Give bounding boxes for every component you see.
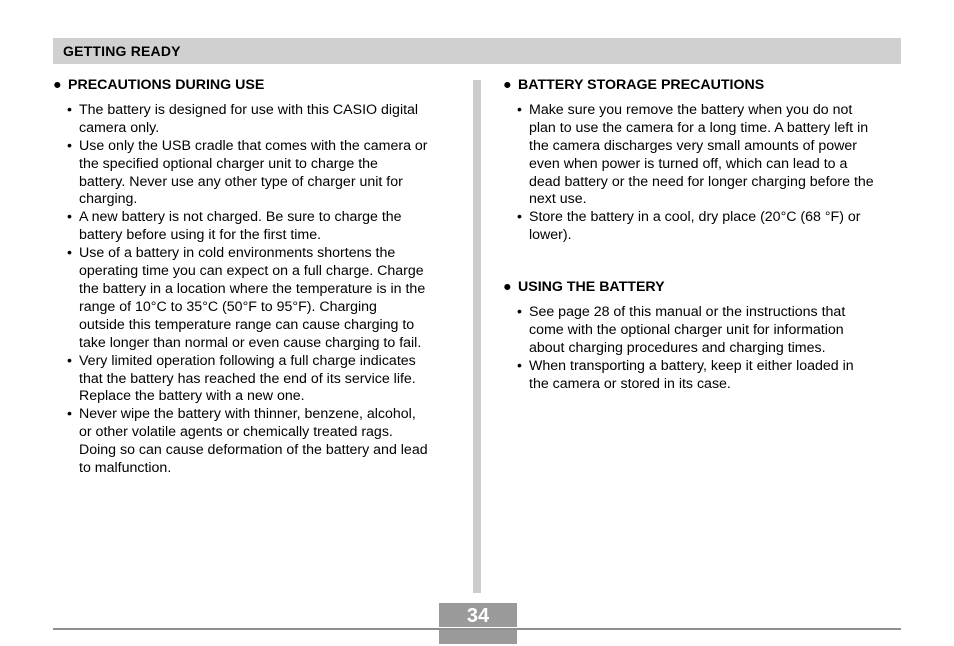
list-item-line: Use only the USB cradle that comes with the camera or: [79, 137, 428, 154]
list-item-line: battery. Never use any other type of charger unit for: [79, 173, 403, 190]
list-item-line: charging.: [79, 191, 138, 208]
list-item: [503, 209, 903, 245]
list-item-line: operating time you can expect on a full charge. Charge: [79, 263, 424, 280]
list-item-line: A new battery is not charged. Be sure to charge the: [79, 209, 402, 226]
heading-bullet-icon: ●: [53, 77, 62, 93]
list-item: [53, 209, 458, 245]
page-number-tab: [439, 630, 517, 644]
bullet-icon: •: [517, 304, 522, 321]
list-item-line: Doing so can cause deformation of the battery and lead: [79, 442, 428, 459]
list-item-line: that the battery has reached the end of its service life.: [79, 370, 416, 387]
list-item: [53, 245, 458, 352]
list-item-line: to malfunction.: [79, 460, 172, 477]
list-item: [503, 358, 903, 394]
bullet-icon: •: [67, 406, 72, 423]
section-heading-precautions: [53, 77, 458, 95]
heading-text: BATTERY STORAGE PRECAUTIONS: [518, 77, 765, 93]
list-item-line: take longer than normal or even cause charging to fail.: [79, 334, 422, 351]
list-item-line: plan to use the camera for a long time. A battery left in: [529, 119, 869, 136]
heading-bullet-icon: ●: [503, 77, 512, 93]
section-heading-storage: [503, 77, 903, 95]
heading-bullet-icon: ●: [503, 279, 512, 296]
list-item-line: Store the battery in a cool, dry place (20°C (68 °F) or: [529, 209, 861, 226]
list-item: [53, 406, 458, 478]
list-item-line: dead battery or the need for longer charging before the: [529, 173, 874, 190]
list-item: [53, 138, 458, 210]
bullet-icon: •: [67, 101, 72, 118]
using-list: [503, 304, 903, 394]
bullet-icon: •: [67, 209, 72, 226]
section-spacer: [503, 245, 903, 279]
list-item-line: See page 28 of this manual or the instructions that: [529, 304, 846, 321]
list-item-line: the camera or stored in its case.: [529, 375, 731, 392]
list-item-line: Never wipe the battery with thinner, benzene, alcohol,: [79, 406, 416, 423]
list-item-line: outside this temperature range can cause charging to: [79, 316, 415, 333]
list-item: [53, 102, 458, 138]
header-bar: [53, 38, 901, 64]
heading-text: PRECAUTIONS DURING USE: [68, 77, 265, 93]
list-item-line: the specified optional charger unit to charge the: [79, 155, 378, 172]
list-item-line: lower).: [529, 227, 572, 244]
list-item-line: Make sure you remove the battery when you do not: [529, 101, 853, 118]
column-divider: [473, 80, 481, 593]
list-item-line: even when power is turned off, which can lead to a: [529, 155, 848, 172]
storage-list: [503, 102, 903, 245]
section-heading-using: [503, 279, 903, 297]
section-title: GETTING READY: [63, 43, 181, 59]
list-item-line: Very limited operation following a full charge indicates: [79, 352, 416, 369]
bullet-icon: •: [517, 357, 522, 374]
list-item: [503, 304, 903, 358]
list-item-line: the camera discharges very small amounts of power: [529, 137, 858, 154]
page-number: 34: [439, 603, 517, 627]
bullet-icon: •: [517, 101, 522, 118]
list-item-line: the battery in a location where the temperature is in the: [79, 280, 426, 297]
list-item-line: Replace the battery with a new one.: [79, 388, 305, 405]
list-item-line: When transporting a battery, keep it either loaded in: [529, 357, 854, 374]
heading-text: USING THE BATTERY: [518, 279, 665, 296]
bullet-icon: •: [67, 245, 72, 262]
list-item: [53, 353, 458, 407]
bullet-icon: •: [67, 137, 72, 154]
list-item-line: range of 10°C to 35°C (50°F to 95°F). Charging: [79, 298, 377, 315]
precautions-list: [53, 102, 458, 478]
list-item-line: or other volatile agents or chemically treated rags.: [79, 424, 393, 441]
left-column: [53, 77, 458, 478]
right-column: [503, 77, 903, 394]
bullet-icon: •: [517, 209, 522, 226]
list-item-line: battery before using it for the first time.: [79, 227, 322, 244]
list-item-line: about charging procedures and charging times.: [529, 339, 826, 356]
list-item-line: Use of a battery in cold environments shortens the: [79, 245, 396, 262]
list-item-line: The battery is designed for use with this CASIO digital: [79, 101, 419, 118]
list-item-line: camera only.: [79, 119, 160, 136]
list-item: [503, 102, 903, 209]
list-item-line: next use.: [529, 191, 587, 208]
list-item-line: come with the optional charger unit for information: [529, 321, 844, 338]
bullet-icon: •: [67, 352, 72, 369]
